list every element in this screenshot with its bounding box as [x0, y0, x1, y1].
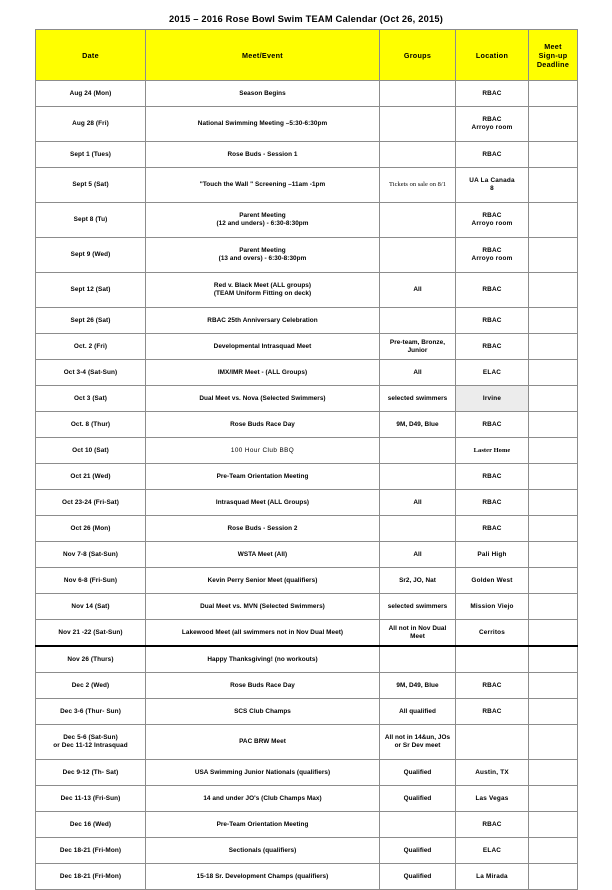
table-row [36, 568, 578, 594]
table-row [36, 334, 578, 360]
cell-deadline [529, 542, 578, 568]
cell-deadline [529, 490, 578, 516]
cell-groups [380, 464, 456, 490]
cell-location-line1: Pali High [477, 550, 507, 558]
cell-date-line1: Nov 26 (Thurs) [67, 655, 114, 663]
cell-event [146, 760, 380, 786]
cell-date-line1: Sept 26 (Sat) [70, 316, 111, 324]
cell-event [146, 308, 380, 334]
cell-deadline [529, 594, 578, 620]
cell-date [36, 360, 146, 386]
cell-location-line1: RBAC [482, 342, 502, 350]
table-row [36, 360, 578, 386]
cell-deadline [529, 386, 578, 412]
cell-date-line1: Oct 10 (Sat) [72, 446, 109, 454]
cell-groups-line1: 9M, D49, Blue [396, 420, 439, 428]
cell-deadline [529, 786, 578, 812]
cell-groups [380, 334, 456, 360]
cell-event [146, 646, 380, 673]
cell-location [456, 238, 529, 273]
cell-groups-line1: Qualified [403, 768, 432, 776]
cell-event-line1: Developmental Intrasquad Meet [213, 342, 312, 350]
cell-event-line1: SCS Club Champs [234, 707, 291, 715]
cell-date-line1: Oct 21 (Wed) [70, 472, 111, 480]
cell-groups [380, 238, 456, 273]
cell-event-line1: National Swimming Meeting –5:30-6:30pm [197, 120, 328, 127]
cell-location [456, 464, 529, 490]
cell-location [456, 516, 529, 542]
cell-deadline [529, 142, 578, 168]
cell-event [146, 725, 380, 760]
cell-date [36, 203, 146, 238]
cell-date [36, 334, 146, 360]
cell-event [146, 142, 380, 168]
cell-groups [380, 568, 456, 594]
cell-date-line2: or Dec 11-12 Intrasquad [53, 742, 128, 749]
cell-event-line2: (13 and overs) - 6:30-8:30pm [218, 255, 307, 262]
cell-groups-line1: Sr2, JO, Nat [399, 576, 436, 584]
cell-location-line1: UA La Canada [469, 177, 515, 184]
cell-deadline [529, 273, 578, 308]
cell-deadline [529, 516, 578, 542]
table-row [36, 168, 578, 203]
cell-event [146, 238, 380, 273]
table-body [36, 81, 578, 890]
cell-deadline [529, 107, 578, 142]
cell-date-line1: Oct. 2 (Fri) [73, 342, 108, 350]
cell-location [456, 699, 529, 725]
cell-location-line1: Cerritos [478, 628, 506, 636]
cell-event [146, 203, 380, 238]
cell-groups [380, 673, 456, 699]
cell-location [456, 725, 529, 760]
cell-location [456, 864, 529, 890]
cell-date [36, 620, 146, 647]
cell-location [456, 273, 529, 308]
table-row [36, 673, 578, 699]
table-row [36, 620, 578, 647]
cell-groups [380, 386, 456, 412]
cell-deadline [529, 203, 578, 238]
cell-event-line2: (TEAM Uniform Fitting on deck) [213, 290, 312, 297]
cell-groups [380, 542, 456, 568]
cell-groups [380, 699, 456, 725]
table-row [36, 273, 578, 308]
cell-location [456, 308, 529, 334]
cell-date-line1: Sept 1 (Tues) [70, 150, 111, 158]
cell-location [456, 786, 529, 812]
cell-deadline [529, 334, 578, 360]
cell-event-line1: Pre-Team Orientation Meeting [216, 820, 309, 828]
cell-groups [380, 760, 456, 786]
table-row [36, 412, 578, 438]
cell-date-line1: Oct 23-24 (Fri-Sat) [62, 498, 119, 506]
cell-date-line1: Dec 16 (Wed) [69, 820, 112, 828]
cell-location-line1: RBAC [482, 820, 502, 828]
cell-deadline [529, 438, 578, 464]
cell-groups [380, 516, 456, 542]
cell-location-line2: Arroyo room [471, 124, 513, 131]
cell-date-line1: Nov 6-8 (Fri-Sun) [63, 576, 118, 584]
header-row [36, 30, 578, 81]
cell-location [456, 438, 529, 464]
cell-groups [380, 412, 456, 438]
cell-groups [380, 864, 456, 890]
table-row [36, 646, 578, 673]
cell-location [456, 620, 529, 647]
cell-date [36, 464, 146, 490]
column-header-groups: Groups [380, 30, 456, 81]
cell-deadline [529, 725, 578, 760]
cell-location [456, 360, 529, 386]
cell-date [36, 490, 146, 516]
cell-date-line1: Dec 11-13 (Fri-Sun) [60, 794, 121, 802]
cell-location-line2: Arroyo room [471, 255, 513, 262]
cell-groups-line1: Pre-team, Bronze, Junior [389, 338, 446, 354]
cell-location [456, 594, 529, 620]
table-row [36, 438, 578, 464]
cell-location-line1: RBAC [482, 472, 502, 480]
table-row [36, 142, 578, 168]
cell-groups [380, 838, 456, 864]
cell-event [146, 107, 380, 142]
cell-groups [380, 360, 456, 386]
cell-location [456, 107, 529, 142]
cell-groups-line1: All not in 14&un, JOs or Sr Dev meet [384, 734, 451, 749]
cell-event [146, 786, 380, 812]
cell-date-line1: Aug 24 (Mon) [69, 89, 112, 97]
cell-location [456, 646, 529, 673]
table-row [36, 238, 578, 273]
cell-event-line1: Rose Buds Race Day [230, 420, 295, 428]
cell-deadline [529, 464, 578, 490]
cell-event-line1: Parent Meeting [239, 247, 286, 254]
cell-location [456, 386, 529, 412]
cell-groups [380, 142, 456, 168]
cell-location-line1: RBAC [482, 247, 502, 254]
cell-deadline [529, 81, 578, 107]
column-header-location: Location [456, 30, 529, 81]
cell-event-line1: Rose Buds - Session 2 [227, 524, 298, 532]
cell-deadline [529, 673, 578, 699]
cell-location-line2: Arroyo room [471, 220, 513, 227]
cell-event-line1: Season Begins [239, 89, 286, 97]
cell-date [36, 542, 146, 568]
cell-event-line1: Lakewood Meet (all swimmers not in Nov Dual Meet) [181, 628, 344, 636]
cell-date-line1: Nov 14 (Sat) [71, 602, 110, 610]
cell-date-line1: Oct. 8 (Thur) [70, 420, 111, 428]
cell-date-line1: Dec 5-6 (Sat-Sun) [63, 734, 118, 741]
cell-location-line1: RBAC [482, 707, 502, 715]
cell-location-line1: Austin, TX [475, 768, 509, 776]
cell-location [456, 203, 529, 238]
cell-event-line1: Parent Meeting [239, 212, 286, 219]
cell-groups-line1: All [413, 286, 422, 293]
table-row [36, 516, 578, 542]
cell-groups-line1: All [413, 498, 422, 506]
cell-groups [380, 273, 456, 308]
cell-location-line1: RBAC [482, 286, 502, 293]
cell-date [36, 864, 146, 890]
cell-location [456, 838, 529, 864]
cell-date [36, 725, 146, 760]
cell-date-line1: Dec 3-6 (Thur- Sun) [60, 707, 121, 715]
cell-location-line1: RBAC [482, 212, 502, 219]
cell-date-line1: Oct 26 (Mon) [70, 524, 111, 532]
cell-location-line1: RBAC [482, 116, 502, 123]
cell-event [146, 838, 380, 864]
column-header-deadline [529, 30, 578, 81]
cell-date [36, 142, 146, 168]
table-row [36, 386, 578, 412]
cell-date [36, 786, 146, 812]
cell-deadline [529, 360, 578, 386]
cell-location [456, 673, 529, 699]
cell-event [146, 81, 380, 107]
cell-date-line1: Sept 12 (Sat) [70, 286, 111, 293]
cell-event [146, 812, 380, 838]
cell-location [456, 81, 529, 107]
cell-event-line1: 14 and under JO's (Club Champs Max) [203, 794, 322, 802]
cell-location-line1: Mission Viejo [470, 602, 514, 610]
deadline-header-line1: Meet [544, 41, 562, 51]
cell-event-line1: Rose Buds - Session 1 [227, 150, 298, 158]
table-row [36, 864, 578, 890]
cell-date [36, 594, 146, 620]
cell-date-line1: Dec 18-21 (Fri-Mon) [59, 872, 122, 880]
cell-deadline [529, 864, 578, 890]
table-row [36, 490, 578, 516]
cell-event-line1: Intrasquad Meet (ALL Groups) [215, 498, 310, 506]
cell-date-line1: Oct 3 (Sat) [73, 394, 108, 402]
cell-groups-line1: Qualified [403, 846, 432, 854]
cell-location-line1: RBAC [482, 681, 502, 689]
table-row [36, 203, 578, 238]
cell-event-line1: Dual Meet vs. MVN (Selected Swimmers) [200, 602, 325, 610]
cell-event-line1: IMX/IMR Meet - (ALL Groups) [217, 368, 308, 376]
cell-groups-line1: Qualified [403, 872, 432, 880]
cell-event [146, 168, 380, 203]
cell-date [36, 812, 146, 838]
cell-groups-line1: All [413, 368, 422, 376]
cell-date [36, 568, 146, 594]
cell-groups [380, 203, 456, 238]
cell-event [146, 273, 380, 308]
cell-groups [380, 594, 456, 620]
cell-event [146, 386, 380, 412]
cell-groups [380, 107, 456, 142]
cell-location [456, 334, 529, 360]
cell-date [36, 516, 146, 542]
cell-date [36, 386, 146, 412]
table-row [36, 786, 578, 812]
cell-location [456, 490, 529, 516]
cell-event-line1: Dual Meet vs. Nova (Selected Swimmers) [199, 394, 326, 402]
cell-location [456, 168, 529, 203]
cell-date [36, 308, 146, 334]
cell-groups [380, 81, 456, 107]
cell-date [36, 438, 146, 464]
cell-location-line1: Las Vegas [475, 794, 509, 802]
cell-event [146, 516, 380, 542]
cell-groups [380, 490, 456, 516]
cell-date-line1: Sept 5 (Sat) [72, 181, 109, 188]
cell-deadline [529, 620, 578, 647]
cell-location-line1: RBAC [482, 498, 502, 506]
cell-groups [380, 438, 456, 464]
cell-event-line1: Happy Thanksgiving! (no workouts) [207, 655, 318, 663]
cell-groups-line1: selected swimmers [387, 394, 448, 402]
cell-groups-line1: All qualified [399, 707, 436, 715]
cell-deadline [529, 568, 578, 594]
cell-location-line1: La Mirada [476, 872, 508, 880]
cell-event [146, 864, 380, 890]
cell-location-line2: 8 [490, 185, 494, 192]
cell-event-line1: "Touch the Wall " Screening –11am -1pm [199, 181, 326, 188]
cell-event [146, 542, 380, 568]
cell-groups-line1: All [413, 550, 422, 558]
cell-date-line1: Sept 9 (Wed) [70, 251, 111, 258]
table-row [36, 464, 578, 490]
cell-groups-line1: Tickets on sale on 8/1 [389, 181, 446, 188]
column-header-event: Meet/Event [146, 30, 380, 81]
cell-date [36, 673, 146, 699]
cell-deadline [529, 838, 578, 864]
cell-event [146, 620, 380, 647]
cell-groups [380, 646, 456, 673]
cell-event-line1: PAC BRW Meet [239, 738, 286, 745]
cell-event-line1: Rose Buds Race Day [230, 681, 295, 689]
cell-event-line1: USA Swimming Junior Nationals (qualifiers) [194, 768, 331, 776]
cell-location-line1: RBAC [482, 89, 502, 97]
table-row [36, 308, 578, 334]
cell-location-line1: RBAC [482, 524, 502, 532]
cell-location [456, 142, 529, 168]
cell-event-line2: (12 and unders) - 6:30-8:30pm [216, 220, 309, 227]
cell-deadline [529, 699, 578, 725]
cell-event [146, 699, 380, 725]
column-header-date: Date [36, 30, 146, 81]
table-row [36, 699, 578, 725]
cell-date [36, 646, 146, 673]
cell-groups-line1: selected swimmers [387, 602, 448, 610]
cell-event-line1: 100 Hour Club BBQ [230, 446, 295, 454]
cell-event [146, 594, 380, 620]
cell-date [36, 238, 146, 273]
cell-date [36, 273, 146, 308]
deadline-header-line3: Deadline [536, 59, 570, 69]
cell-date-line1: Dec 2 (Wed) [71, 681, 110, 689]
cell-deadline [529, 412, 578, 438]
table-row [36, 542, 578, 568]
cell-event-line1: Kevin Perry Senior Meet (qualifiers) [207, 576, 318, 584]
cell-event [146, 438, 380, 464]
cell-deadline [529, 646, 578, 673]
table-row [36, 812, 578, 838]
cell-event [146, 673, 380, 699]
deadline-header-line2: Sign-up [538, 50, 568, 60]
cell-event-line1: 15-18 Sr. Development Champs (qualifiers) [196, 872, 329, 880]
cell-date [36, 168, 146, 203]
cell-deadline [529, 168, 578, 203]
cell-location-line1: ELAC [482, 368, 502, 376]
cell-event-line1: WSTA Meet (All) [237, 550, 288, 558]
cell-date-line1: Nov 7-8 (Sat-Sun) [63, 550, 118, 558]
cell-location-line1: Irvine [482, 394, 502, 402]
table-row [36, 725, 578, 760]
calendar-table [35, 29, 578, 890]
cell-date-line1: Nov 21 -22 (Sat-Sun) [58, 628, 123, 636]
cell-date [36, 838, 146, 864]
page-title: 2015 – 2016 Rose Bowl Swim TEAM Calendar (Oct 26, 2015) [168, 14, 443, 24]
cell-deadline [529, 760, 578, 786]
cell-groups-line1: Qualified [403, 794, 432, 802]
cell-groups [380, 725, 456, 760]
cell-location-line1: Golden West [471, 576, 513, 584]
cell-groups [380, 308, 456, 334]
cell-groups [380, 786, 456, 812]
cell-date-line1: Oct 3-4 (Sat-Sun) [63, 368, 118, 376]
cell-event-line1: Pre-Team Orientation Meeting [216, 472, 309, 480]
table-row [36, 760, 578, 786]
cell-location-line1: RBAC [482, 420, 502, 428]
table-row [36, 838, 578, 864]
cell-location-line1: RBAC [482, 316, 502, 324]
cell-deadline [529, 308, 578, 334]
cell-location [456, 812, 529, 838]
cell-date [36, 412, 146, 438]
cell-date-line1: Sept 8 (Tu) [73, 216, 108, 223]
cell-event [146, 464, 380, 490]
cell-date-line1: Dec 18-21 (Fri-Mon) [59, 846, 122, 854]
cell-date [36, 107, 146, 142]
cell-date [36, 81, 146, 107]
table-row [36, 594, 578, 620]
cell-event-line1: Sectionals (qualifiers) [228, 846, 297, 854]
cell-groups-line1: All not in Nov Dual Meet [388, 624, 447, 640]
cell-location-line1: Laster Home [473, 446, 511, 454]
cell-location [456, 568, 529, 594]
cell-groups [380, 812, 456, 838]
cell-event [146, 412, 380, 438]
cell-location-line1: ELAC [482, 846, 502, 854]
cell-location [456, 542, 529, 568]
cell-event [146, 568, 380, 594]
cell-event [146, 490, 380, 516]
cell-date [36, 760, 146, 786]
cell-event [146, 360, 380, 386]
table-header [36, 30, 578, 81]
cell-groups-line1: 9M, D49, Blue [396, 681, 439, 689]
cell-event-line1: Red v. Black Meet (ALL groups) [213, 282, 312, 289]
cell-location [456, 412, 529, 438]
cell-deadline [529, 812, 578, 838]
cell-date [36, 699, 146, 725]
cell-groups [380, 168, 456, 203]
cell-date-line1: Dec 9-12 (Th- Sat) [62, 768, 119, 776]
cell-event-line1: RBAC 25th Anniversary Celebration [207, 316, 318, 324]
table-row [36, 107, 578, 142]
cell-deadline [529, 238, 578, 273]
cell-location [456, 760, 529, 786]
cell-groups [380, 620, 456, 647]
cell-location-line1: RBAC [482, 150, 502, 158]
cell-date-line1: Aug 28 (Fri) [72, 120, 109, 127]
table-row [36, 81, 578, 107]
cell-event [146, 334, 380, 360]
